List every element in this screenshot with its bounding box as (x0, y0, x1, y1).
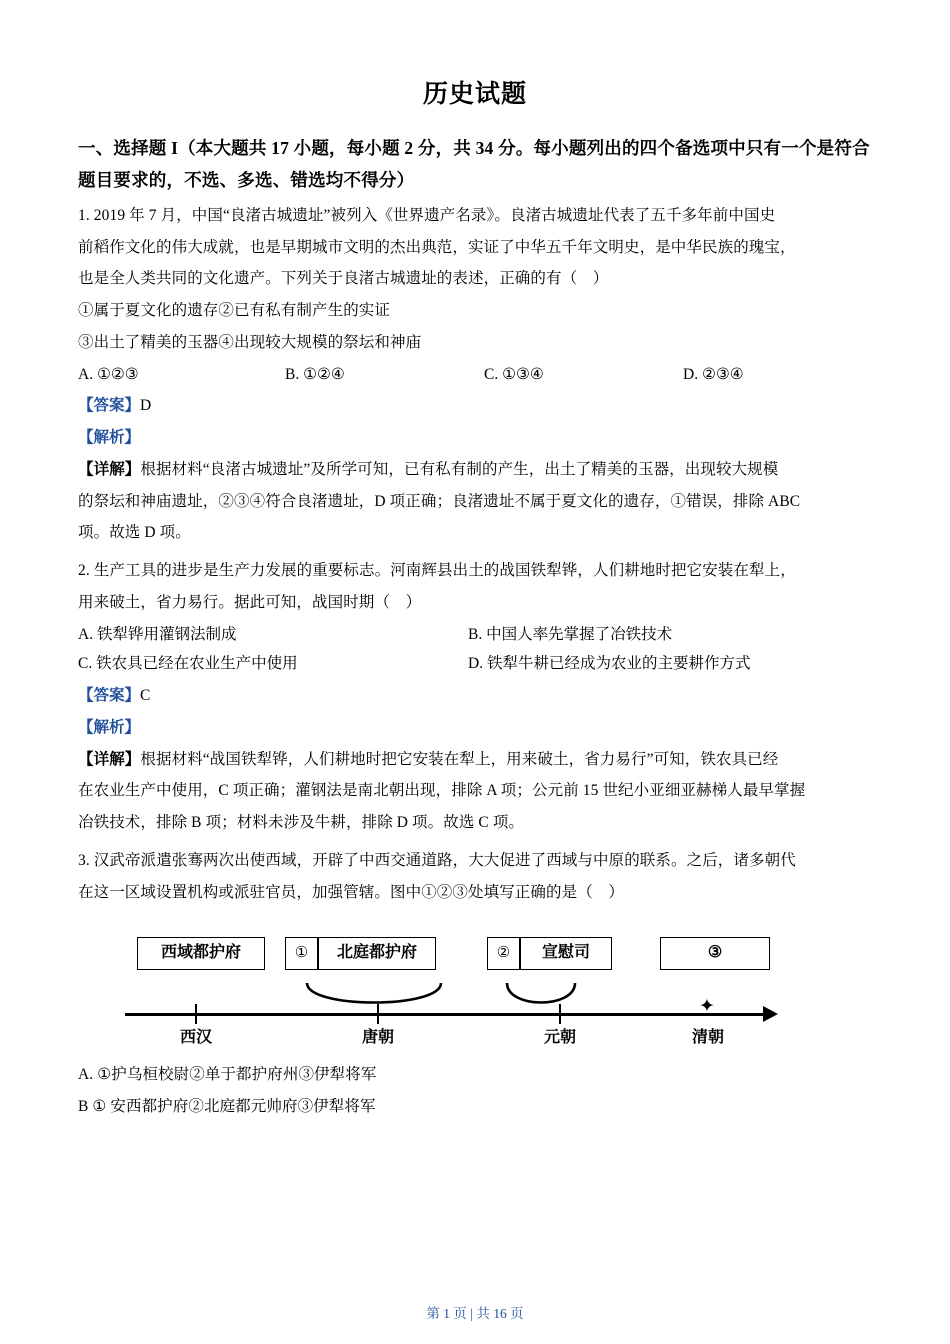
q1-answer-line (78, 391, 872, 421)
page-title: 历史试题 (422, 81, 527, 108)
q1-option-a[interactable]: A. ①②③ (78, 365, 139, 383)
q1-detail-line3: 项。故选 D 项。 (78, 524, 191, 542)
timeline-figure (78, 925, 872, 1050)
q2-answer-line (78, 681, 872, 711)
q1-option-d[interactable]: D. ②③④ (683, 365, 744, 383)
q3-option-b[interactable]: B ① 安西都护府②北庭都元帅府③伊犁将军 (78, 1098, 376, 1115)
q1-sub-statement-2: ③出土了精美的玉器④出现较大规模的祭坛和神庙 (78, 333, 422, 351)
analysis-label: 【解析】 (78, 718, 141, 736)
q1-analysis-label-line (78, 423, 872, 453)
figure-era-tangchao: 唐朝 (361, 1029, 394, 1047)
q2-answer-value: C (140, 687, 151, 704)
figure-axis-arrow-icon (763, 1006, 778, 1022)
q2-options-row1 (78, 620, 872, 650)
figure-axis-line (125, 1013, 765, 1015)
q2-options-row2 (78, 649, 872, 679)
q2-stem-line2: 用来破土，省力易行。据此可知，战国时期（ ） (78, 593, 422, 611)
answer-label: 【答案】 (78, 397, 141, 415)
detail-label: 【详解】 (78, 750, 141, 768)
figure-box-blank-3: ③ (660, 937, 770, 970)
figure-numbox-2: ② (487, 937, 520, 970)
analysis-label: 【解析】 (78, 429, 141, 446)
figure-numbox-1: ① (285, 937, 318, 970)
figure-era-yuanchao: 元朝 (543, 1029, 576, 1047)
q3-stem-line2: 在这一区域设置机构或派驻官员，加强管辖。图中①②③处填写正确的是（ ） (78, 883, 625, 901)
q2-detail-line2: 在农业生产中使用，C 项正确；灌钢法是南北朝出现，排除 A 项；公元前 15 世纪小亚细亚赫梯人最早掌握 (78, 782, 806, 800)
figure-box-xiyu-duhufu: 西域都护府 (137, 937, 265, 970)
q3-stem-line1: 3. 汉武帝派遣张骞两次出使西域，开辟了中西交通道路，大大促进了西域与中原的联系。之后，诸多朝代 (78, 851, 796, 869)
q2-detail-text1: 根据材料“战国铁犁铧，人们耕地时把它安装在犁上，用来破土，省力易行”可知，铁农具已经 (140, 750, 779, 768)
page-footer: 第 1 页 | 共 16 页 (426, 1306, 524, 1321)
q1-detail-text1: 根据材料“良渚古城遗址”及所学可知，已有私有制的产生，出土了精美的玉器，出现较大规模 (140, 460, 779, 478)
q2-option-b[interactable]: B. 中国人率先掌握了冶铁技术 (468, 625, 673, 643)
q1-options (78, 360, 872, 390)
q2-option-d[interactable]: D. 铁犁牛耕已经成为农业的主要耕作方式 (468, 655, 751, 673)
figure-tick-1 (195, 1004, 197, 1024)
q1-option-b[interactable]: B. ①②④ (285, 365, 345, 383)
q2-stem-line1: 2. 生产工具的进步是生产力发展的重要标志。河南辉县出土的战国铁犁铧，人们耕地时把它安装在犁上， (78, 562, 796, 579)
q2-analysis-label-line (78, 713, 872, 743)
q1-stem-line1: 1. 2019 年 7 月，中国“良渚古城遗址”被列入《世界遗产名录》。良渚古城遗址代表了五千多年前中国史 (78, 206, 776, 224)
q2-option-c[interactable]: C. 铁农具已经在农业生产中使用 (78, 655, 298, 673)
question-3 (78, 846, 872, 1122)
answer-label: 【答案】 (78, 687, 141, 704)
section-heading: 一、选择题 I（本大题共 17 小题，每小题 2 分，共 34 分。每小题列出的四个备选项中只有一个是符合题目要求的，不选、多选、错选均不得分） (78, 138, 870, 191)
figure-tick-3 (559, 1004, 561, 1024)
q1-stem-line2: 前稻作文化的伟大成就，也是早期城市文明的杰出典范，实证了中华五千年文明史，是中华民族的瑰宝， (78, 238, 796, 256)
figure-era-xihan: 西汉 (179, 1029, 212, 1047)
detail-label: 【详解】 (78, 460, 141, 478)
q1-detail-line2: 的祭坛和神庙遗址，②③④符合良渚遗址，D 项正确；良渚遗址不属于夏文化的遗存，①错误，排除 ABC (78, 492, 801, 510)
q3-option-a[interactable]: A. ①护乌桓校尉②单于都护府州③伊犁将军 (78, 1066, 377, 1084)
q2-detail-line3: 冶铁技术，排除 B 项；材料未涉及牛耕，排除 D 项。故选 C 项。 (78, 814, 525, 831)
figure-box-xuanweisi: 宣慰司 (520, 937, 612, 970)
q1-answer-value: D (140, 397, 152, 415)
figure-tick-2 (377, 1004, 379, 1024)
figure-box-beiting-duhufu: 北庭都护府 (318, 937, 436, 970)
figure-era-qingchao: 清朝 (691, 1029, 724, 1047)
question-2 (78, 556, 872, 838)
figure-star-icon: ✦ (699, 996, 715, 1018)
q1-sub-statement-1: ①属于夏文化的遗存②已有私有制产生的实证 (78, 302, 391, 319)
q1-stem-line3: 也是全人类共同的文化遗产。下列关于良渚古城遗址的表述，正确的有（ ） (78, 270, 609, 288)
q1-option-c[interactable]: C. ①③④ (484, 365, 544, 383)
question-1 (78, 201, 872, 548)
q2-option-a[interactable]: A. 铁犁铧用灌钢法制成 (78, 625, 237, 643)
q2-detail-line1 (78, 745, 872, 775)
q1-detail-line1 (78, 455, 872, 485)
